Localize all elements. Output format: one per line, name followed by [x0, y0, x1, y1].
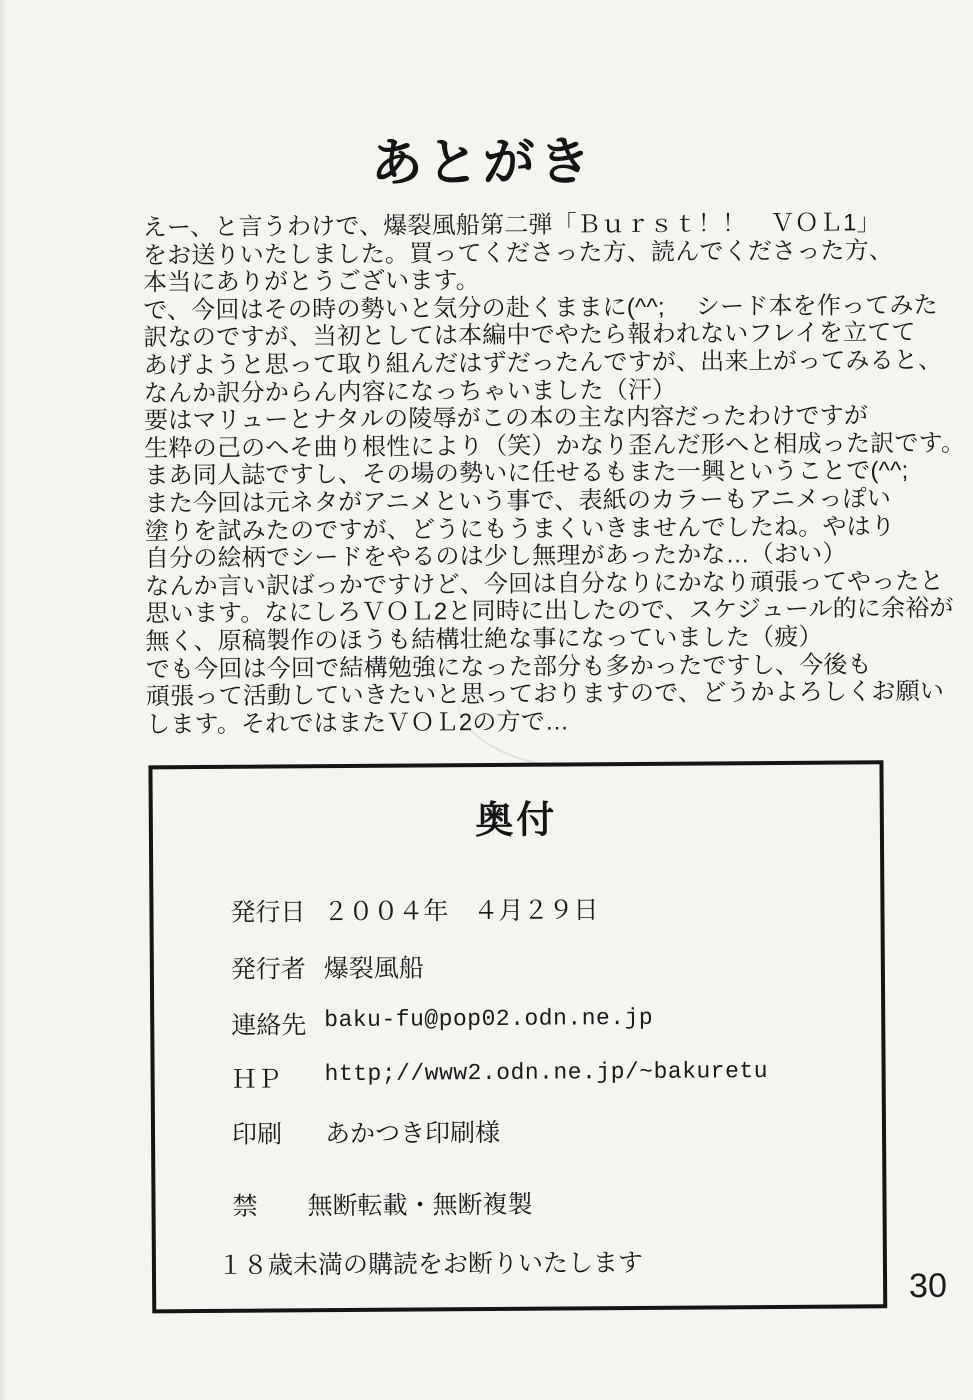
colophon-title: 奥付	[475, 799, 558, 843]
colophon-row-printer	[232, 1113, 500, 1151]
afterword-line: 訳なのですが、当初としては本編中でやたら報われないフレイを立てて	[143, 319, 916, 352]
contact-email: baku-fu@pop02.odn.ne.jp	[324, 1004, 654, 1034]
afterword-line: 頑張って活動していきたいと思っておりますので、どうかよろしくお願い	[145, 677, 945, 711]
colophon-label: 発行日	[230, 898, 306, 927]
page-number: 30	[908, 1266, 948, 1306]
afterword-line: 生粋の己のへそ曲り根性により（笑）かなり歪んだ形へと相成った訳です。	[144, 429, 966, 463]
colophon-box	[148, 760, 887, 1313]
afterword-line: なんか言い訳ばっかですけど、今回は自分なりにかなり頑張ってやったと	[145, 567, 944, 601]
colophon-value: 爆裂風船	[323, 954, 424, 984]
colophon-row-contact	[231, 1003, 653, 1042]
afterword-line: 自分の絵柄でシードをやるのは少し無理があったかな…（おい）	[144, 540, 847, 573]
colophon-row-publish-date	[230, 890, 598, 929]
afterword-line: あげようと思って取り組んだはずだったんですが、出来上がってみると、	[143, 346, 943, 380]
colophon-label: 印刷	[231, 1120, 283, 1149]
afterword-line: でも今回は今回で結構勉強になった部分も多かったですし、今後も	[145, 650, 872, 683]
colophon-value: あかつき印刷様	[324, 1118, 501, 1149]
homepage-url: http;//www2.odn.ne.jp/~bakuretu	[324, 1058, 769, 1088]
reproduction-prohibition-notice: 禁 無断転載・無断複製	[232, 1190, 533, 1221]
colophon-row-publisher	[231, 948, 424, 985]
colophon-label: 発行者	[230, 955, 306, 984]
colophon-row-homepage	[232, 1056, 769, 1096]
afterword-line: します。それではまたＶＯＬ2の方で…	[146, 708, 570, 739]
colophon-value: ２００４年 ４月２９日	[323, 896, 599, 927]
afterword-line: なんか訳分からん内容になっちゃいました（汗）	[143, 376, 677, 407]
afterword-line: 要はマリューとナタルの陵辱がこの本の主な内容だったわけですが	[143, 402, 869, 435]
age-restriction-notice: １８歳未満の購読をお断りいたします	[217, 1248, 644, 1280]
afterword-line: まあ同人誌ですし、その場の勢いに任せるもまた一興ということで(^^;	[144, 457, 909, 490]
colophon-label: ＨＰ	[231, 1065, 282, 1094]
afterword-line: 無く、原稿製作のほうも結構壮絶な事になっていました（疲）	[145, 623, 823, 656]
afterword-line: をお送りいたしました。買ってくださった方、読んでくださった方、	[142, 236, 894, 269]
afterword-line: また今回は元ネタがアニメという事で、表紙のカラーもアニメっぽい	[144, 485, 892, 518]
afterword-line: 塗りを試みたのですが、どうにもうまくいきませんでしたね。やはり	[144, 512, 896, 545]
afterword-line: えー、と言うわけで、爆裂風船第二弾「Ｂｕｒｓｔ！！ ＶＯＬ1」	[142, 209, 881, 242]
afterword-line: 本当にありがとうございます。	[142, 267, 481, 297]
colophon-label: 連絡先	[231, 1011, 307, 1040]
afterword-body	[142, 209, 966, 739]
afterword-title: あとがき	[370, 133, 595, 193]
afterword-line: 思います。なにしろＶＯＬ2と同時に出したので、スケジュール的に余裕が	[145, 595, 954, 628]
afterword-line: で、今回はその時の勢いと気分の赴くままに(^^; シード本を作ってみた	[143, 291, 938, 325]
